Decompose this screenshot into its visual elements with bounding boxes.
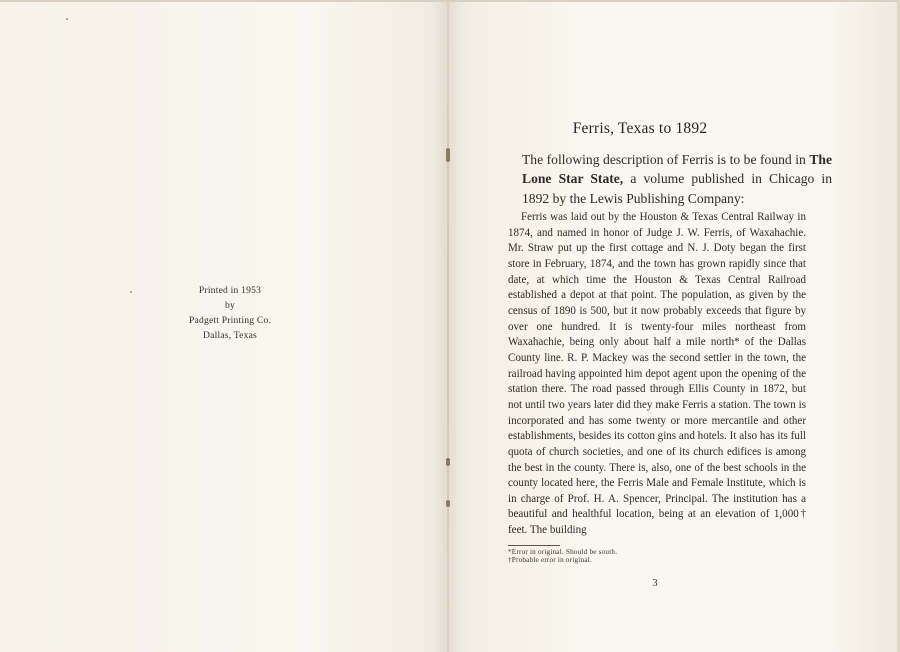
intro-paragraph [522, 150, 832, 208]
book-gutter [447, 0, 449, 652]
book-title: The Lone Star State, [522, 152, 832, 187]
imprint-line: Dallas, Texas [203, 330, 257, 341]
footnote: *Error in original. Should be south. [508, 548, 618, 556]
page-edge-top [0, 0, 900, 2]
quoted-passage [508, 210, 806, 539]
paper-speck [130, 291, 132, 293]
page-title: Ferris, Texas to 1892 [572, 120, 708, 137]
intro-text: a volume published in Chicago in 1892 by the Lewis Publishing Company: [522, 171, 832, 206]
imprint-line: Padgett Printing Co. [188, 315, 272, 326]
imprint-line: by [225, 300, 235, 311]
footnote: †Probable error in original. [508, 556, 592, 564]
staple-mark [446, 148, 450, 162]
footnote-rule [508, 545, 560, 546]
staple-mark [446, 458, 450, 466]
paper-speck [66, 18, 68, 20]
left-page [0, 0, 448, 652]
body-paragraph: Ferris was laid out by the Houston & Texas Central Railway in 1874, and named in honor of Judge J. W. Ferris, of Waxahachie. Mr. Straw put up the first cottage and N. J. Doty began the first store in February, 1874, and the town has grown rapidly since that date, at which time the Houston & Texas Central Railroad established a depot at that point. The population, as given by the census of 1890 is 500, but it now probably exceeds that figure by over one hundred. It is twenty-four miles northeast from Waxahachie, being only about half a mile north* of the Dallas County line. R. P. Mackey was the second settler in the town, the railroad having appointed him depot agent upon the opening of the station there. The road passed through Ellis County in 1872, but not until two years later did they make Ferris a station. The town is incorporated and has some twenty or more mercantile and other establishments, besides its cotton gins and hotels. It also has its full quota of church societies, and one of its church edifices is among the best in the county. There is, also, one of the best schools in the county located here, the Ferris Male and Female Institute, which is in charge of Prof. H. A. Spencer, Principal. The institution has a beautiful and healthful location, being at an elevation of 1,000† feet. The building [508, 211, 806, 537]
page-number: 3 [652, 578, 658, 589]
intro-text: The following description of Ferris is to be found in [522, 152, 810, 167]
footnotes [508, 548, 758, 564]
staple-mark [446, 500, 450, 507]
printer-imprint [150, 283, 310, 343]
imprint-line: Printed in 1953 [198, 285, 262, 296]
